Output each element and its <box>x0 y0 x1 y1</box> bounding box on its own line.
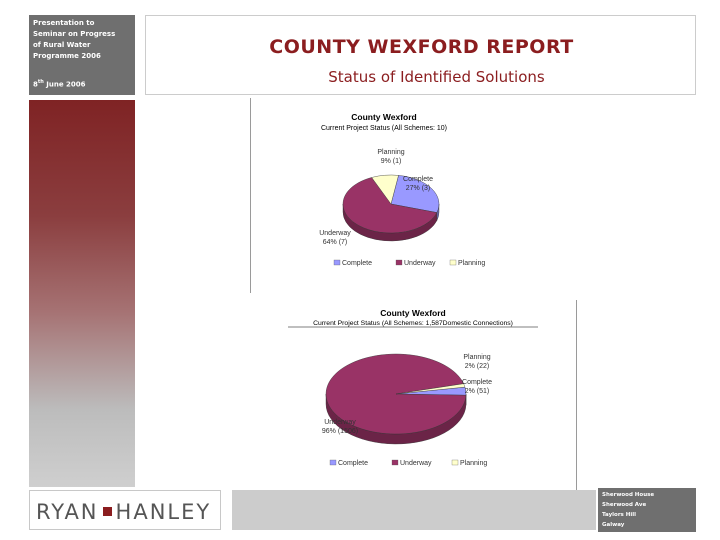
legend-label: Underway <box>404 260 436 267</box>
chart-subtitle: Current Project Status (All Schemes: 1,587Domestic Connections) <box>313 320 513 327</box>
chart-subtitle: Current Project Status (All Schemes: 10) <box>320 125 448 132</box>
legend-label: Planning <box>460 460 488 467</box>
legend-swatch <box>396 260 402 265</box>
date-suffix: th <box>37 79 44 85</box>
chart-legend <box>334 260 485 267</box>
slice-label: Planning <box>377 149 405 156</box>
legend-swatch <box>334 260 340 265</box>
slice-label: 2% (51) <box>464 388 490 395</box>
presentation-info-panel <box>29 15 135 95</box>
address-line: Galway <box>602 522 625 528</box>
address-line: Sherwood Ave <box>602 502 647 508</box>
slice-label: Underway <box>319 230 351 237</box>
address-panel <box>598 488 696 532</box>
address-line: Taylors Hill <box>602 512 636 518</box>
logo-left-word: RYAN <box>36 500 99 524</box>
logo-right-word: HANLEY <box>115 500 212 524</box>
decorative-gradient-bar <box>29 100 135 487</box>
slice-label: 9% (1) <box>380 158 402 165</box>
legend-swatch <box>392 460 398 465</box>
legend-swatch <box>452 460 458 465</box>
legend-label: Complete <box>338 460 368 467</box>
divider-line <box>250 98 251 293</box>
chart-title: County Wexford <box>380 308 446 318</box>
presentation-line: Programme 2006 <box>33 52 101 60</box>
slice-label: 96% (1506) <box>321 428 359 435</box>
slice-label: Underway <box>324 419 356 426</box>
legend-swatch <box>330 460 336 465</box>
legend-label: Complete <box>342 260 372 267</box>
pie-chart-2 <box>280 300 546 478</box>
presentation-line: Seminar on Progress <box>33 30 116 38</box>
chart-legend <box>330 460 487 467</box>
slice-label: Complete <box>462 379 492 386</box>
logo-square-icon <box>103 507 112 516</box>
slice-label: 64% (7) <box>322 239 348 246</box>
date-rest: June 2006 <box>43 80 86 89</box>
chart-title: County Wexford <box>351 112 417 122</box>
page-subtitle: Status of Identified Solutions <box>328 68 545 86</box>
presentation-date <box>33 79 86 88</box>
date-day: 8 <box>33 80 38 89</box>
slice-label: Planning <box>463 354 491 361</box>
footer-bar <box>232 490 596 530</box>
header-box <box>145 15 696 95</box>
legend-swatch <box>450 260 456 265</box>
slice-label: 2% (22) <box>464 363 490 370</box>
slice-label: Complete <box>403 176 433 183</box>
legend-label: Underway <box>400 460 432 467</box>
slice-label: 27% (3) <box>405 185 431 192</box>
address-line: Sherwood House <box>602 492 655 498</box>
company-logo <box>36 500 211 524</box>
legend-label: Planning <box>458 260 486 267</box>
pie-chart-1 <box>252 104 516 276</box>
company-logo-box <box>29 490 221 530</box>
presentation-line: Presentation to <box>33 19 95 27</box>
divider-line <box>576 300 577 490</box>
presentation-line: of Rural Water <box>33 41 91 49</box>
page-title: COUNTY WEXFORD REPORT <box>269 36 574 58</box>
